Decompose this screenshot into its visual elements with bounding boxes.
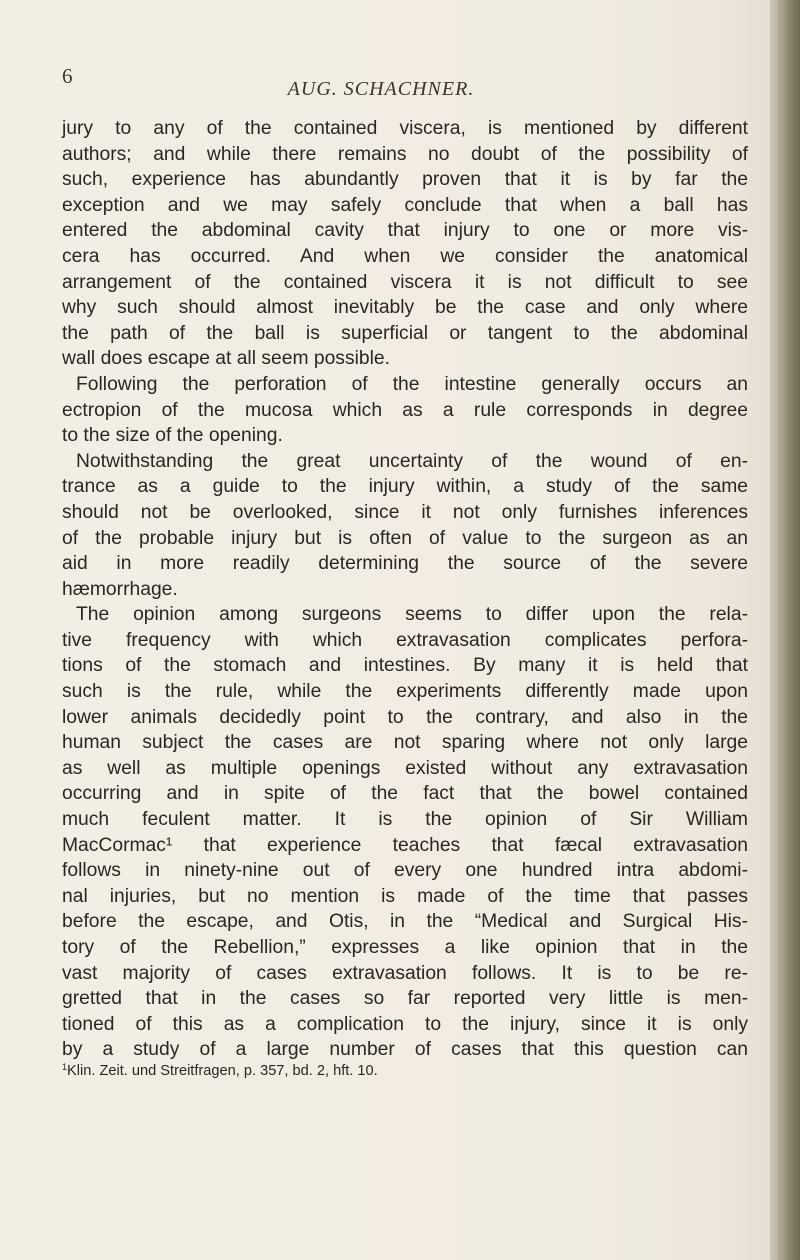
text-line: authors; and while there remains no doubt of the possibility of [62,143,748,165]
text-line: arrangement of the contained viscera it is not difficult to see [62,271,748,293]
text-line: human subject the cases are not sparing where not only large [62,732,748,754]
book-spine-shadow [770,0,800,1260]
text-line: follows in ninety-nine out of every one hundred intra abdomi- [62,860,748,882]
text-line: occurring and in spite of the fact that the bowel contained [62,783,748,805]
text-line: nal injuries, but no mention is made of the time that passes [62,885,748,907]
text-line: such, experience has abundantly proven that it is by far the [62,169,748,191]
text-line: lower animals decidedly point to the contrary, and also in the [62,706,748,728]
text-line: cera has occurred. And when we consider the anatomical [62,245,748,267]
text-line: MacCormac¹ that experience teaches that fæcal extravasation [62,834,748,856]
paragraph-start-line: The opinion among surgeons seems to differ upon the rela- [76,604,748,626]
page-edge-line [778,0,782,1260]
text-line: should not be overlooked, since it not only furnishes inferences [62,501,748,523]
text-line: aid in more readily determining the source of the severe [62,553,748,575]
text-line: tioned of this as a complication to the injury, since it is only [62,1013,748,1035]
paragraph-end-line: to the size of the opening. [62,425,283,447]
footnote [62,1062,748,1079]
text-line: tory of the Rebellion,” expresses a like opinion that in the [62,937,748,958]
text-line: why such should almost inevitably be the case and only where [62,297,748,319]
text-line: jury to any of the contained viscera, is mentioned by different [62,118,748,139]
paragraph-start-line: Following the perforation of the intestine generally occurs an [76,373,748,395]
page-number: 6 [62,64,73,88]
footnote-text: Klin. Zeit. und Streitfragen, p. 357, bd. 2, hft. 10. [67,1063,378,1079]
text-line: tive frequency with which extravasation complicates perfora- [62,629,748,651]
paragraph-end-line: hæmorrhage. [62,578,178,600]
paragraph-start-line: Notwithstanding the great uncertainty of the wound of en- [76,450,748,472]
text-line: vast majority of cases extravasation follows. It is to be re- [62,962,748,984]
text-line: exception and we may safely conclude that when a ball has [62,194,748,216]
text-line: much feculent matter. It is the opinion of Sir William [62,809,748,831]
footnote-marker: 1 [62,1062,68,1072]
text-line: entered the abdominal cavity that injury to one or more vis- [62,220,748,242]
text-line: as well as multiple openings existed without any extravasation [62,757,748,779]
paragraph-end-line: wall does escape at all seem possible. [62,348,390,370]
text-line: the path of the ball is superficial or tangent to the abdominal [62,322,748,344]
text-line: gretted that in the cases so far reported very little is men- [62,988,748,1010]
text-line: such is the rule, while the experiments differently made upon [62,681,748,703]
text-line: ectropion of the mucosa which as a rule corresponds in degree [62,399,748,421]
text-line: trance as a guide to the injury within, a study of the same [62,476,748,498]
running-head: AUG. SCHACHNER. [287,78,475,100]
text-line: by a study of a large number of cases that this question can [62,1039,748,1061]
text-line: tions of the stomach and intestines. By many it is held that [62,655,748,677]
text-line: before the escape, and Otis, in the “Medical and Surgical His- [62,911,748,933]
text-line: of the probable injury but is often of value to the surgeon as an [62,527,748,549]
body-text [62,116,748,1063]
